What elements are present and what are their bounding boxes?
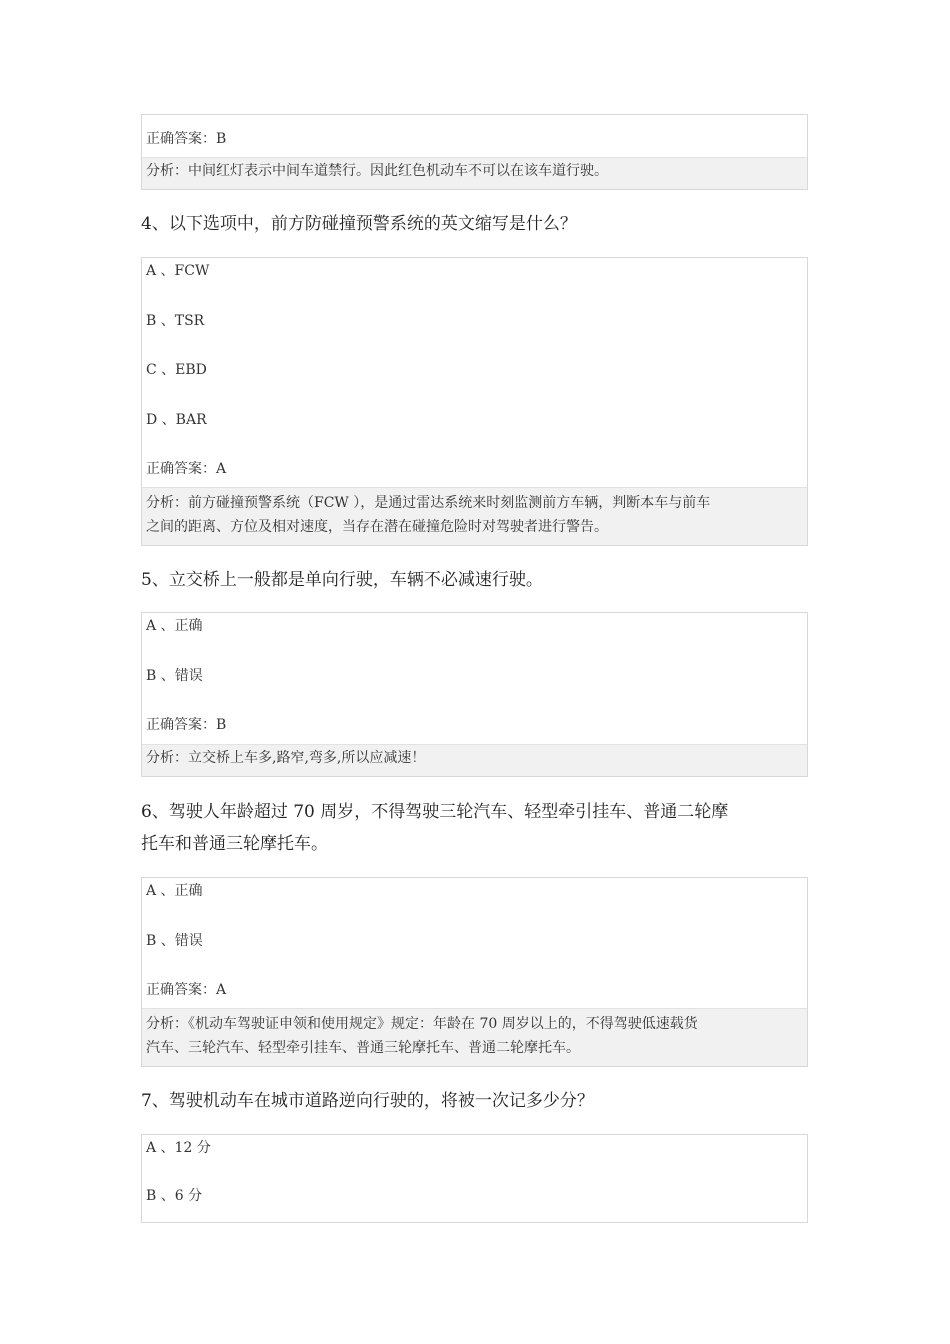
analysis-box xyxy=(142,744,807,776)
analysis-line: 汽车、三轮汽车、轻型牵引挂车、普通三轮摩托车、普通二轮摩托车。 xyxy=(146,1040,580,1056)
option-b[interactable]: B 、TSR xyxy=(146,313,205,329)
question-box-q6 xyxy=(141,877,808,1067)
option-c[interactable]: C 、EBD xyxy=(146,362,207,378)
analysis-line: 分析：立交桥上车多,路窄,弯多,所以应减速！ xyxy=(146,750,426,766)
question-title-cont: 托车和普通三轮摩托车。 xyxy=(141,834,328,854)
option-b[interactable]: B 、错误 xyxy=(146,668,203,684)
correct-answer: 正确答案：A xyxy=(146,982,227,998)
option-d[interactable]: D 、BAR xyxy=(146,412,207,428)
option-b[interactable]: B 、错误 xyxy=(146,933,203,949)
analysis-line: 分析：《机动车驾驶证申领和使用规定》规定：年龄在 70 周岁以上的，不得驾驶低速载货 xyxy=(146,1016,698,1032)
question-title: 5、立交桥上一般都是单向行驶，车辆不必减速行驶。 xyxy=(141,570,543,590)
analysis-box xyxy=(142,1008,807,1066)
analysis-line: 分析：前方碰撞预警系统（FCW ），是通过雷达系统来时刻监测前方车辆，判断本车与前车 xyxy=(146,495,711,511)
question-box-q4 xyxy=(141,257,808,546)
option-b[interactable]: B 、6 分 xyxy=(146,1188,203,1204)
question-box-q5 xyxy=(141,612,808,777)
option-a[interactable]: A 、12 分 xyxy=(146,1140,211,1156)
question-title: 7、驾驶机动车在城市道路逆向行驶的，将被一次记多少分？ xyxy=(141,1091,594,1111)
correct-answer: 正确答案：A xyxy=(146,461,227,477)
option-a[interactable]: A 、正确 xyxy=(146,883,203,899)
question-box-q7 xyxy=(141,1134,808,1223)
correct-answer: 正确答案：B xyxy=(146,717,227,733)
question-title: 6、驾驶人年龄超过 70 周岁，不得驾驶三轮汽车、轻型牵引挂车、普通二轮摩 xyxy=(141,802,729,822)
analysis-box xyxy=(142,487,807,545)
analysis-line: 分析：中间红灯表示中间车道禁行。因此红色机动车不可以在该车道行驶。 xyxy=(146,163,608,179)
option-a[interactable]: A 、正确 xyxy=(146,618,203,634)
option-a[interactable]: A 、FCW xyxy=(146,263,210,279)
question-title: 4、以下选项中，前方防碰撞预警系统的英文缩写是什么？ xyxy=(141,214,577,234)
analysis-box xyxy=(142,157,807,189)
answer-box-q3 xyxy=(141,114,808,190)
correct-answer: 正确答案：B xyxy=(146,131,227,147)
analysis-line: 之间的距离、方位及相对速度，当存在潜在碰撞危险时对驾驶者进行警告。 xyxy=(146,519,608,535)
